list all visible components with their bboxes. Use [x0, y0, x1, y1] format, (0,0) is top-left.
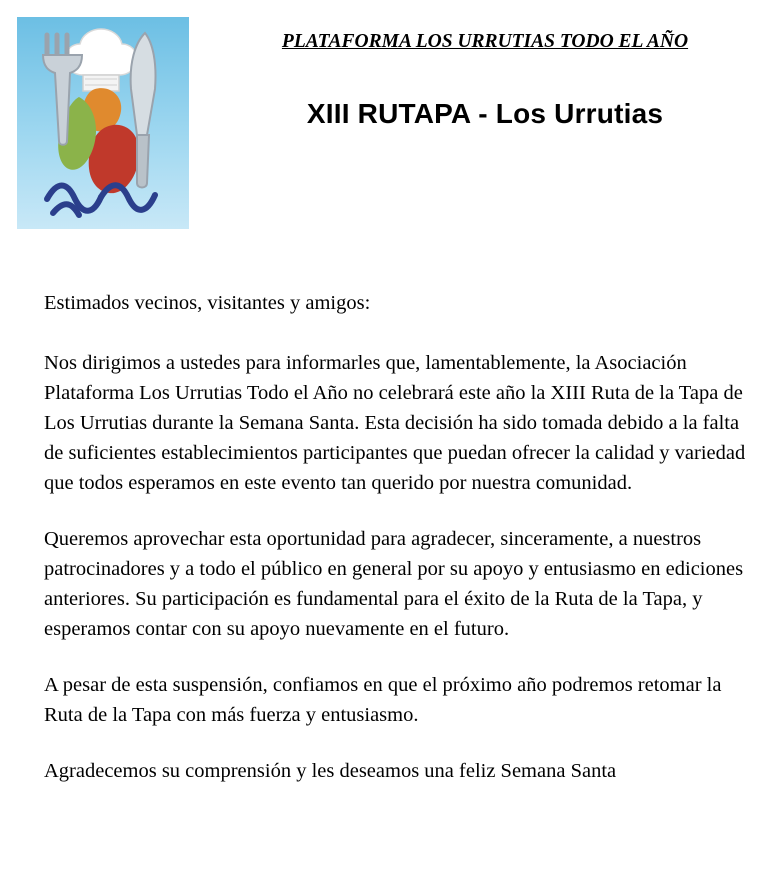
- document-header: [0, 0, 783, 240]
- page-title: XIII RUTAPA - Los Urrutias: [306, 98, 664, 130]
- logo-illustration: [17, 17, 189, 229]
- document-body: [44, 288, 750, 786]
- organization-logo: [17, 17, 189, 229]
- greeting-paragraph: Estimados vecinos, visitantes y amigos:: [44, 292, 371, 314]
- header-text-block: [200, 30, 770, 130]
- body-paragraph-2: Queremos aprovechar esta oportunidad para agradecer, sinceramente, a nuestros patrocinadores y a todo el público en general por su apoyo y entusiasmo en ediciones anteriores. Su participación es fundamental para el éxito de la Ruta de la Tapa, y esperamos contar con su apoyo nuevamente en el futuro.: [44, 528, 744, 640]
- body-paragraph-1: Nos dirigimos a ustedes para informarles que, lamentablemente, la Asociación Plataforma Los Urrutias Todo el Año no celebrará este año la XIII Ruta de la Tapa de Los Urrutias durante la Semana Santa. Esta decisión ha sido tomada debido a la falta de suficientes establecimientos participantes que puedan ofrecer la calidad y variedad que todos esperamos en este evento tan querido por nuestra comunidad.: [44, 352, 746, 494]
- organization-name: PLATAFORMA LOS URRUTIAS TODO EL AÑO: [281, 31, 689, 52]
- body-paragraph-3: A pesar de esta suspensión, confiamos en que el próximo año podremos retomar la Ruta de la Tapa con más fuerza y entusiasmo.: [44, 674, 722, 726]
- body-paragraph-4: Agradecemos su comprensión y les deseamos una feliz Semana Santa: [44, 760, 617, 782]
